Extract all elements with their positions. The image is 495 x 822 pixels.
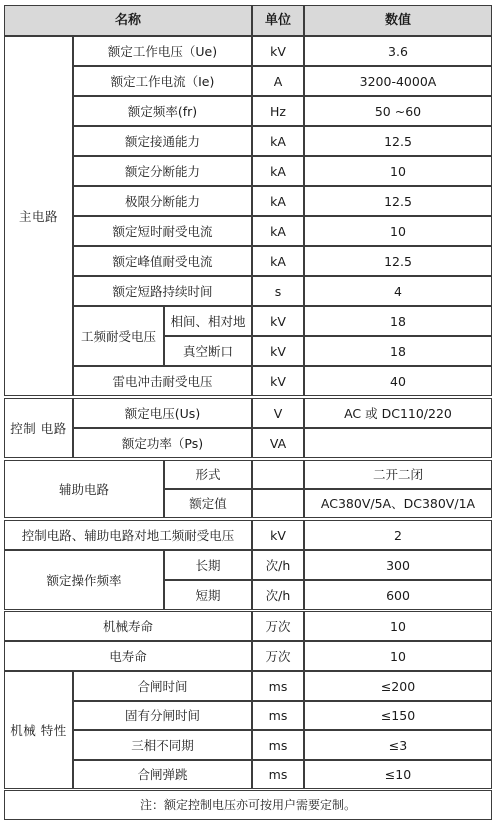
- row-ctrl-power-value: [304, 428, 492, 458]
- row-aux-rating-unit: [252, 489, 304, 518]
- row-op-short-value: 600: [304, 580, 492, 610]
- row-closing-time-name: 合闸时间: [73, 671, 252, 701]
- row-closing-time-unit: ms: [252, 671, 304, 701]
- row-aux-form-value: 二开二闭: [304, 460, 492, 489]
- row-short-time-current-unit: kA: [252, 216, 304, 246]
- row-breaking-capacity-name: 额定分断能力: [73, 156, 252, 186]
- row-making-capacity-unit: kA: [252, 126, 304, 156]
- row-closing-time-value: ≤200: [304, 671, 492, 701]
- row-rated-current-unit: A: [252, 66, 304, 96]
- row-short-duration-value: 4: [304, 276, 492, 306]
- row-lightning-impulse-name: 雷电冲击耐受电压: [73, 366, 252, 396]
- row-op-long-name: 长期: [164, 550, 252, 580]
- row-lightning-impulse-unit: kV: [252, 366, 304, 396]
- row-pf-phase-unit: kV: [252, 306, 304, 336]
- header-unit: 单位: [252, 5, 304, 36]
- row-opening-time-unit: ms: [252, 701, 304, 730]
- row-ultimate-breaking-value: 12.5: [304, 186, 492, 216]
- header-value: 数值: [304, 5, 492, 36]
- row-aux-rating-name: 额定值: [164, 489, 252, 518]
- footnote: 注：额定控制电压亦可按用户需要定制。: [4, 790, 492, 820]
- row-pf-phase-value: 18: [304, 306, 492, 336]
- group-main-circuit: 主电路: [4, 36, 73, 396]
- row-peak-current-value: 12.5: [304, 246, 492, 276]
- row-ctrl-voltage-value: AC 或 DC110/220: [304, 398, 492, 428]
- row-op-long-unit: 次/h: [252, 550, 304, 580]
- row-mech-life-unit: 万次: [252, 611, 304, 641]
- row-pf-vacuum-unit: kV: [252, 336, 304, 366]
- row-aux-rating-value: AC380V/5A、DC380V/1A: [304, 489, 492, 518]
- row-pole-asynchrony-value: ≤3: [304, 730, 492, 760]
- row-ultimate-breaking-unit: kA: [252, 186, 304, 216]
- row-pf-phase-name: 相间、相对地: [164, 306, 252, 336]
- row-short-duration-unit: s: [252, 276, 304, 306]
- row-short-time-current-value: 10: [304, 216, 492, 246]
- row-elec-life-name: 电寿命: [4, 641, 252, 671]
- row-breaking-capacity-value: 10: [304, 156, 492, 186]
- row-closing-bounce-unit: ms: [252, 760, 304, 789]
- row-ctrl-aux-withstand-name: 控制电路、辅助电路对地工频耐受电压: [4, 520, 252, 550]
- row-elec-life-value: 10: [304, 641, 492, 671]
- subgroup-power-freq-withstand: 工频耐受电压: [73, 306, 164, 366]
- row-making-capacity-name: 额定接通能力: [73, 126, 252, 156]
- row-short-time-current-name: 额定短时耐受电流: [73, 216, 252, 246]
- row-breaking-capacity-unit: kA: [252, 156, 304, 186]
- row-ctrl-aux-withstand-unit: kV: [252, 520, 304, 550]
- row-mech-life-name: 机械寿命: [4, 611, 252, 641]
- row-ctrl-power-unit: VA: [252, 428, 304, 458]
- row-closing-bounce-value: ≤10: [304, 760, 492, 789]
- row-aux-form-name: 形式: [164, 460, 252, 489]
- row-ctrl-voltage-unit: V: [252, 398, 304, 428]
- row-ctrl-aux-withstand-value: 2: [304, 520, 492, 550]
- row-rated-frequency-unit: Hz: [252, 96, 304, 126]
- row-pf-vacuum-name: 真空断口: [164, 336, 252, 366]
- row-op-short-unit: 次/h: [252, 580, 304, 610]
- row-aux-form-unit: [252, 460, 304, 489]
- row-op-short-name: 短期: [164, 580, 252, 610]
- row-short-duration-name: 额定短路持续时间: [73, 276, 252, 306]
- row-rated-current-name: 额定工作电流（Ie): [73, 66, 252, 96]
- row-ultimate-breaking-name: 极限分断能力: [73, 186, 252, 216]
- row-mech-life-value: 10: [304, 611, 492, 641]
- row-rated-current-value: 3200-4000A: [304, 66, 492, 96]
- group-control-circuit: 控制 电路: [4, 398, 73, 458]
- group-mechanical: 机械 特性: [4, 671, 73, 789]
- row-rated-frequency-name: 额定频率(fr): [73, 96, 252, 126]
- row-rated-voltage-name: 额定工作电压（Ue): [73, 36, 252, 66]
- group-rated-op-freq: 额定操作频率: [4, 550, 164, 610]
- row-making-capacity-value: 12.5: [304, 126, 492, 156]
- row-peak-current-unit: kA: [252, 246, 304, 276]
- row-elec-life-unit: 万次: [252, 641, 304, 671]
- row-opening-time-value: ≤150: [304, 701, 492, 730]
- row-pole-asynchrony-unit: ms: [252, 730, 304, 760]
- row-ctrl-power-name: 额定功率（Ps): [73, 428, 252, 458]
- row-rated-voltage-unit: kV: [252, 36, 304, 66]
- row-pf-vacuum-value: 18: [304, 336, 492, 366]
- row-opening-time-name: 固有分闸时间: [73, 701, 252, 730]
- row-rated-frequency-value: 50 ~60: [304, 96, 492, 126]
- row-closing-bounce-name: 合闸弹跳: [73, 760, 252, 789]
- row-op-long-value: 300: [304, 550, 492, 580]
- row-lightning-impulse-value: 40: [304, 366, 492, 396]
- row-pole-asynchrony-name: 三相不同期: [73, 730, 252, 760]
- group-aux-circuit: 辅助电路: [4, 460, 164, 518]
- row-ctrl-voltage-name: 额定电压(Us): [73, 398, 252, 428]
- header-name: 名称: [4, 5, 252, 36]
- row-peak-current-name: 额定峰值耐受电流: [73, 246, 252, 276]
- row-rated-voltage-value: 3.6: [304, 36, 492, 66]
